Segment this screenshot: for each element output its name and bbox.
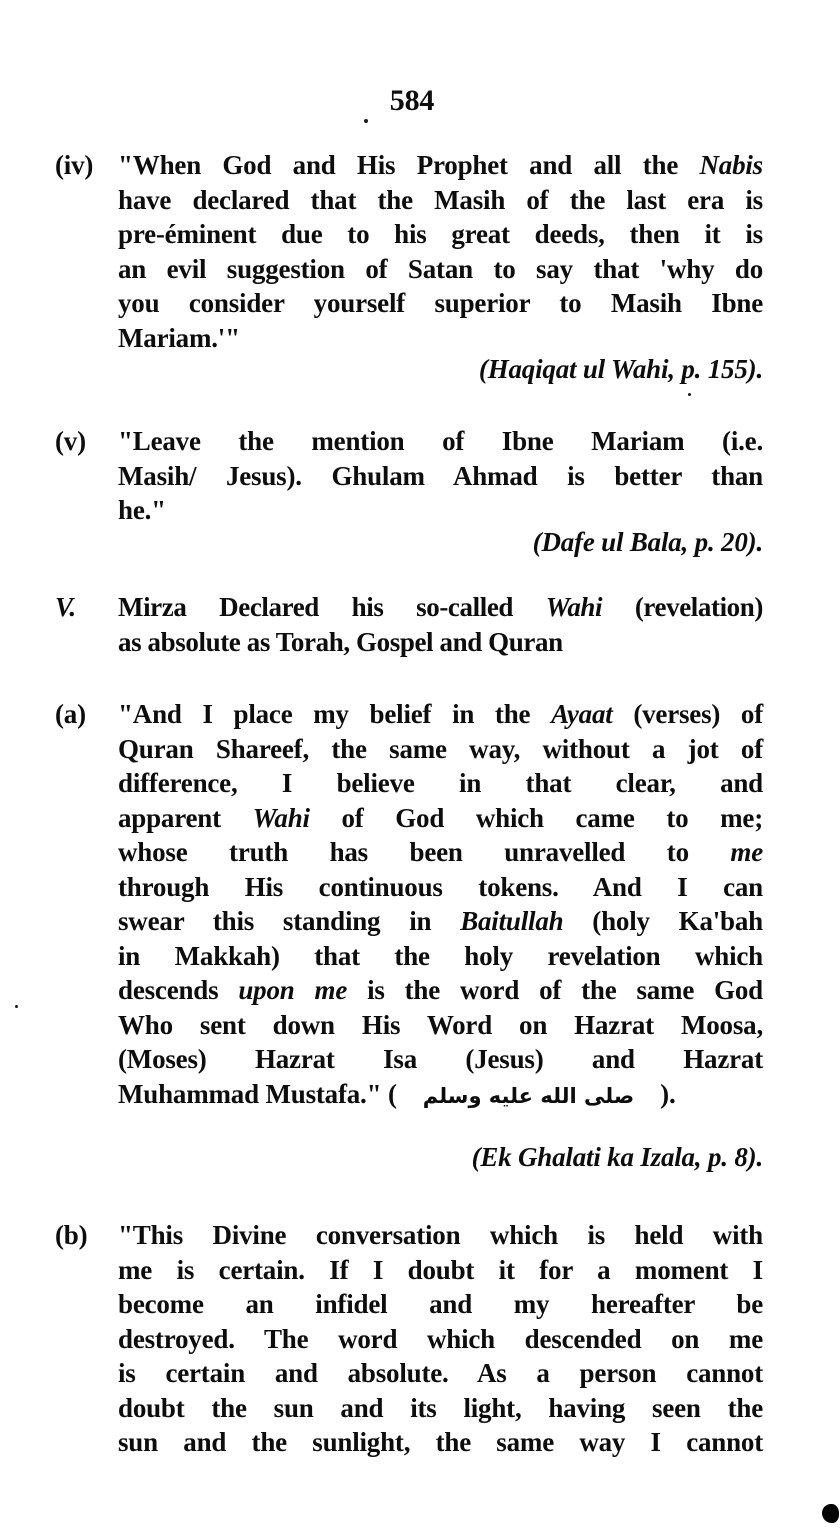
text-line [118, 183, 763, 218]
text-line [118, 217, 763, 252]
text-segment: in Makkah) that the holy revelation which [118, 940, 763, 971]
text-segment: ). [660, 1078, 676, 1109]
text-segment: Baitullah [460, 906, 564, 936]
text-segment: Masih/ Jesus). Ghulam Ahmad is better than [118, 460, 763, 491]
text-line [118, 1008, 763, 1043]
text-line [118, 732, 763, 767]
text-segment: of God which came to me; [309, 802, 763, 833]
citation-ek-ghalati-ka-izala: (Ek Ghalati ka Izala, p. 8). [471, 1142, 763, 1172]
citation-haqiqat-ul-wahi: (Haqiqat ul Wahi, p. 155). [478, 354, 763, 384]
text-line [118, 148, 763, 183]
citation-dafe-ul-bala: (Dafe ul Bala, p. 20). [532, 527, 763, 557]
text-segment: Mariam.'" [118, 322, 240, 353]
text-line [118, 1391, 763, 1426]
text-segment: he." [118, 495, 166, 525]
text-line [118, 252, 763, 287]
section-v [55, 424, 763, 528]
text-line [118, 625, 763, 660]
section-b [55, 1218, 763, 1460]
item-label-b: (b) [55, 1220, 88, 1250]
text-line [118, 1218, 763, 1253]
paragraph-a [118, 697, 763, 1113]
scan-speck [688, 393, 691, 396]
text-line [118, 1042, 763, 1077]
text-segment: (Moses) Hazrat Isa (Jesus) and Hazrat [118, 1044, 763, 1074]
item-label-v: (v) [55, 426, 86, 456]
ink-mark [822, 1504, 839, 1523]
text-line [118, 835, 763, 870]
text-line [118, 590, 763, 625]
text-line [118, 493, 763, 528]
text-segment: "And I place my belief in the [118, 699, 552, 729]
text-line [118, 424, 763, 459]
text-line [118, 1253, 763, 1288]
text-segment: as absolute as Torah, Gospel and Quran [118, 626, 563, 657]
text-segment: swear this standing in [118, 906, 461, 936]
section-iv [55, 148, 763, 355]
text-segment: an evil suggestion of Satan to say that 'why do [118, 253, 763, 284]
text-segment: "When God and His Prophet and all the [118, 150, 700, 180]
text-segment: sun and the sunlight, the same way I cannot [118, 1427, 763, 1457]
arabic-honorific-text: صلى الله عليه وسلم [422, 1083, 635, 1108]
scan-speck [15, 1005, 18, 1008]
section-a [55, 697, 763, 1113]
text-segment: whose truth has been unravelled to [118, 837, 731, 867]
text-segment: "Leave the mention of Ibne Mariam (i.e. [118, 426, 763, 456]
text-segment: have declared that the Masih of the last era is [118, 184, 763, 215]
text-line [118, 973, 763, 1008]
text-line [118, 1077, 763, 1114]
text-segment: Wahi [252, 802, 310, 833]
item-label-a: (a) [55, 699, 86, 729]
text-segment: Quran Shareef, the same way, without a jot of [118, 733, 763, 764]
text-segment: you consider yourself superior to Masih Ibne [118, 288, 763, 318]
paragraph-iv [118, 148, 763, 355]
text-line [118, 1425, 763, 1460]
heading-text [118, 590, 763, 659]
text-line [118, 904, 763, 939]
text-segment: destroyed. The word which descended on me [118, 1323, 763, 1354]
text-line [118, 1322, 763, 1357]
text-segment: me [730, 837, 763, 867]
heading-numeral: V. [55, 592, 76, 622]
text-line [118, 321, 763, 356]
text-segment: difference, I believe in that clear, and [118, 768, 763, 798]
text-line [118, 870, 763, 905]
text-segment: Wahi [545, 592, 603, 622]
text-line [118, 459, 763, 494]
text-segment: (verses) of [612, 699, 763, 729]
text-segment: descends [118, 975, 239, 1005]
text-line [118, 939, 763, 974]
text-segment: Ayaat [551, 699, 613, 729]
text-segment: "This Divine conversation which is held with [118, 1220, 763, 1250]
text-segment: Mirza Declared his so-called [118, 592, 546, 622]
item-label-iv: (iv) [55, 150, 94, 180]
text-segment: become an infidel and my hereafter be [118, 1289, 763, 1319]
text-segment: pre-éminent due to his great deeds, then it is [118, 219, 763, 249]
page-number: 584 [389, 84, 435, 117]
text-segment: Who sent down His Word on Hazrat Moosa, [118, 1009, 763, 1040]
section-heading-V [55, 590, 763, 659]
text-line [118, 1356, 763, 1391]
text-segment: is certain and absolute. As a person cannot [118, 1358, 763, 1388]
text-segment: apparent [118, 802, 253, 833]
text-line [118, 697, 763, 732]
paragraph-v [118, 424, 763, 528]
text-line [118, 1287, 763, 1322]
text-segment: (holy Ka'bah [563, 906, 763, 936]
text-segment: doubt the sun and its light, having seen the [118, 1392, 763, 1423]
text-line [118, 766, 763, 801]
text-segment: me is certain. If I doubt it for a moment I [118, 1254, 763, 1285]
text-segment: Nabis [699, 150, 763, 180]
text-line [118, 286, 763, 321]
text-segment: through His continuous tokens. And I can [118, 871, 763, 902]
text-segment: upon me [238, 975, 348, 1005]
text-segment: is the word of the same God [347, 975, 763, 1005]
text-line [118, 801, 763, 836]
paragraph-b [118, 1218, 763, 1460]
scan-speck [364, 119, 368, 123]
text-segment: (revelation) [602, 592, 763, 622]
text-segment: Muhammad Mustafa." ( [118, 1078, 397, 1109]
